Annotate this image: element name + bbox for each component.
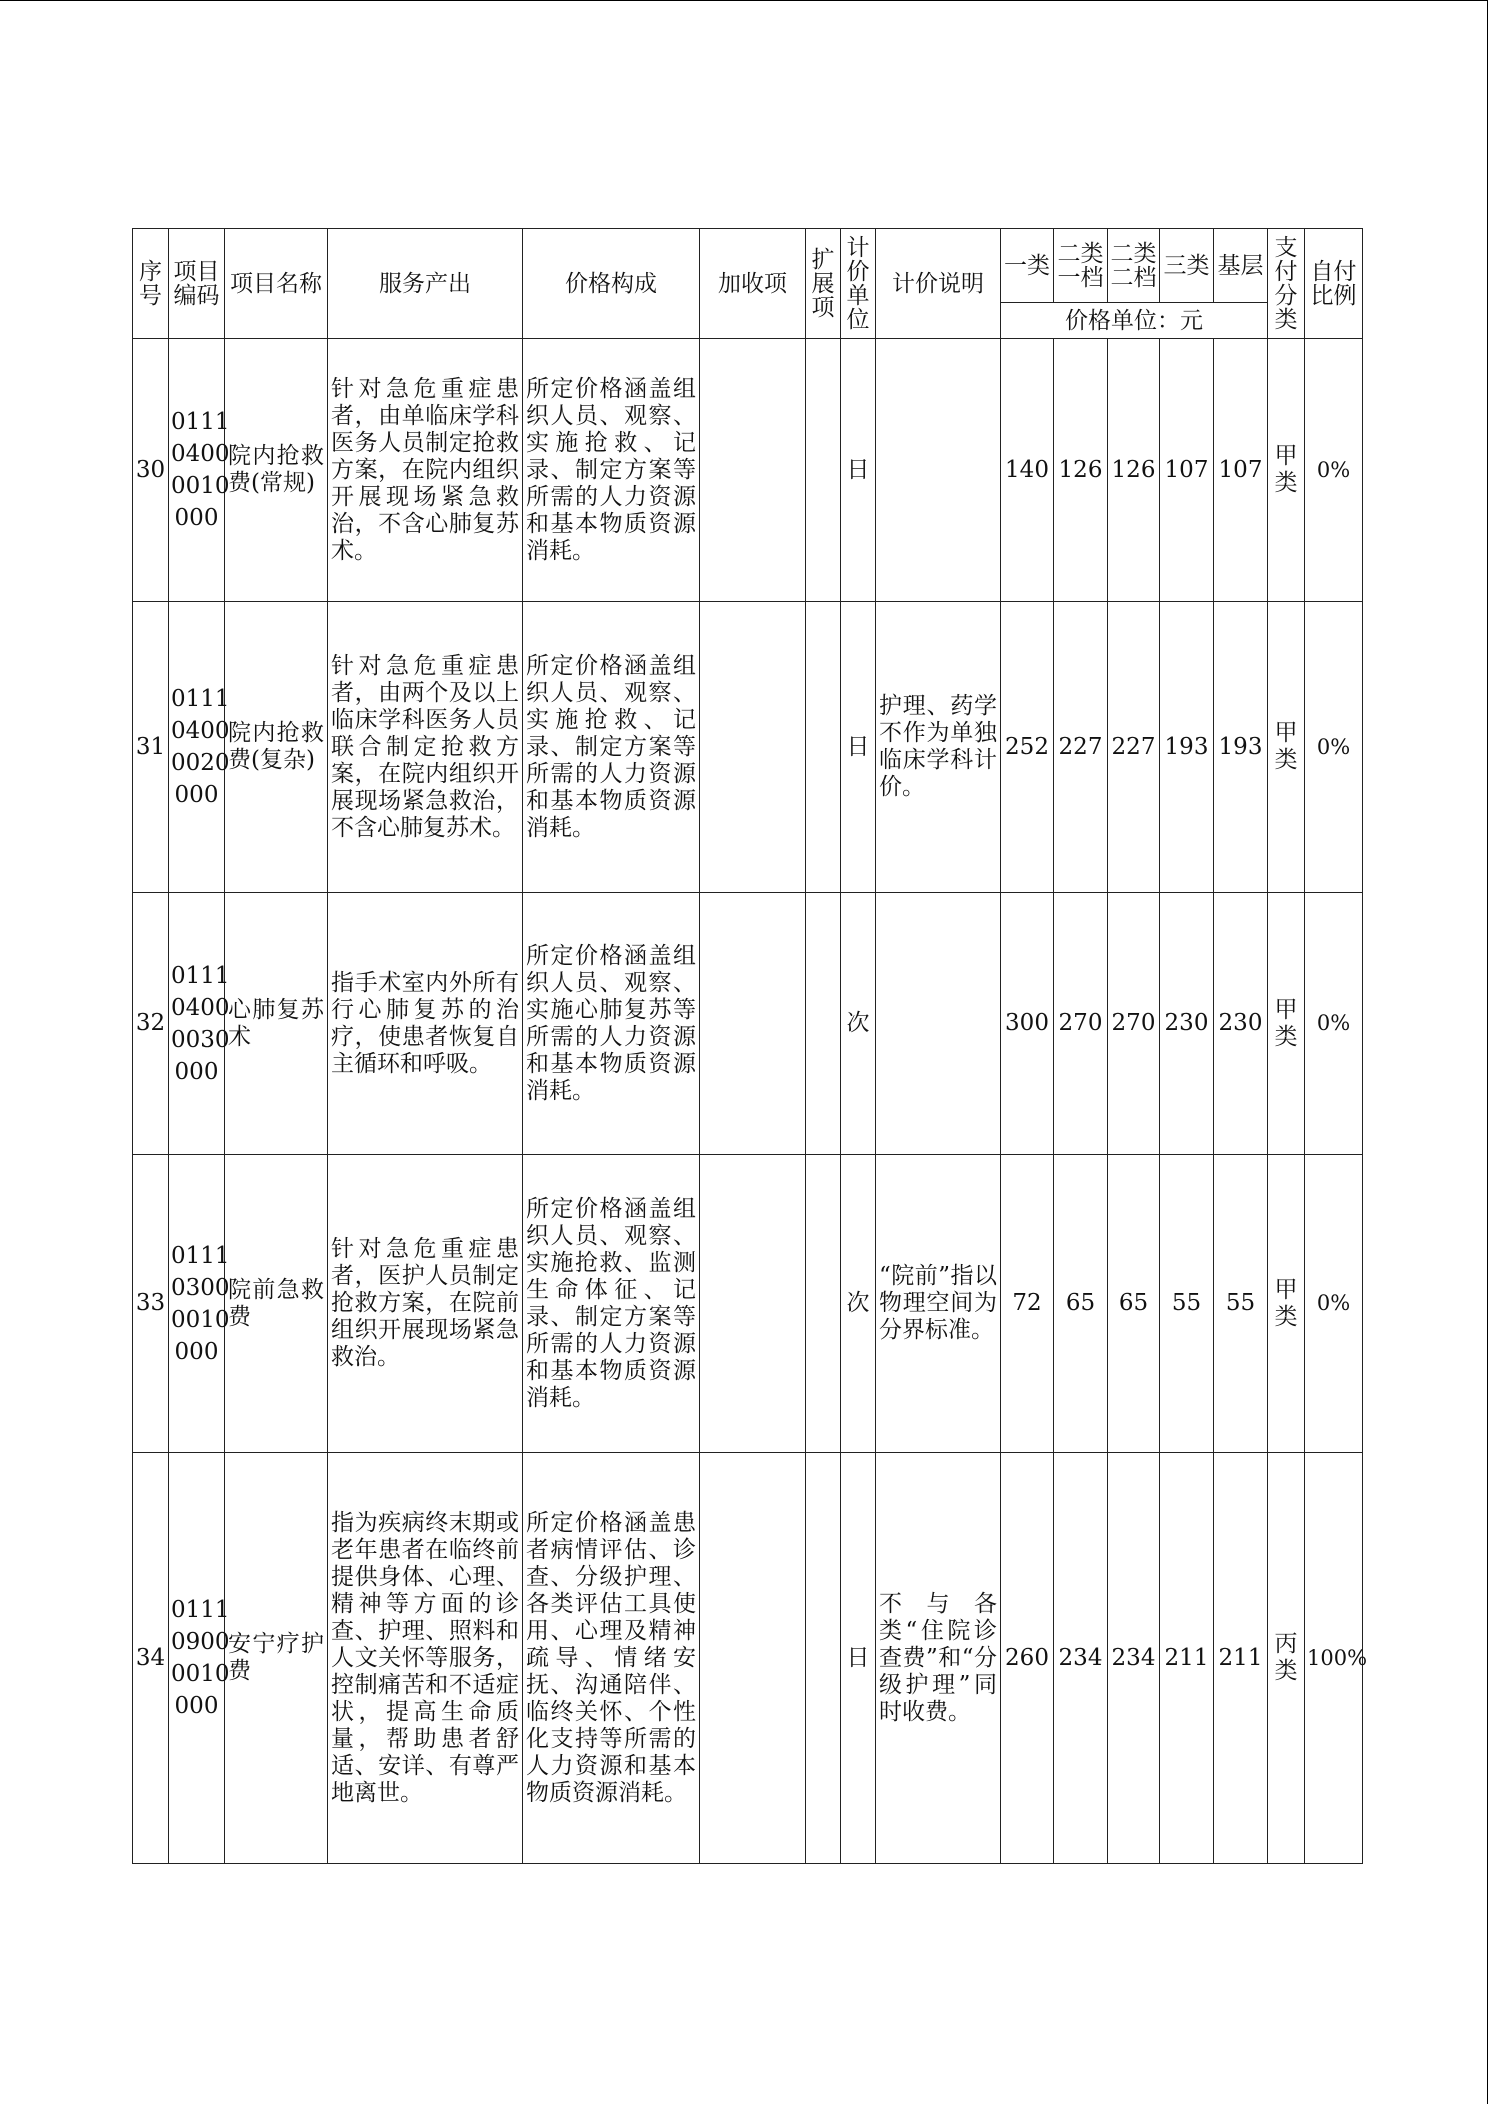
cell-payment: 甲类 (1268, 1155, 1305, 1453)
cell-price-tier1: 300 (1001, 893, 1054, 1155)
cell-code: 0111 0400 0020 000 (169, 602, 225, 893)
header-tier2a: 二类一档 (1054, 229, 1108, 303)
cell-price-tier2a: 126 (1054, 339, 1108, 602)
table-row (133, 602, 1363, 893)
cell-composition: 所定价格涵盖组织人员、观察、实施心肺复苏等所需的人力资源和基本物质资源消耗。 (523, 893, 700, 1155)
cell-note: 护理、药学不作为单独临床学科计价。 (876, 602, 1001, 893)
cell-price-tier3: 193 (1160, 602, 1214, 893)
cell-extension (806, 1453, 841, 1864)
cell-price-grassroots: 193 (1214, 602, 1268, 893)
cell-seq: 33 (133, 1155, 169, 1453)
cell-output: 针对急危重症患者，由两个及以上临床学科医务人员联合制定抢救方案，在院内组织开展现场紧急救治，不含心肺复苏术。 (328, 602, 523, 893)
cell-composition: 所定价格涵盖组织人员、观察、实施抢救、记录、制定方案等所需的人力资源和基本物质资源消耗。 (523, 339, 700, 602)
header-tier1: 一类 (1001, 229, 1054, 303)
cell-composition: 所定价格涵盖组织人员、观察、实施抢救、监测生命体征、记录、制定方案等所需的人力资源和基本物质资源消耗。 (523, 1155, 700, 1453)
cell-self-pay: 0% (1305, 602, 1363, 893)
cell-extension (806, 339, 841, 602)
cell-price-tier2b: 270 (1108, 893, 1160, 1155)
cell-seq: 32 (133, 893, 169, 1155)
cell-self-pay: 100% (1305, 1453, 1363, 1864)
cell-price-grassroots: 55 (1214, 1155, 1268, 1453)
header-tier2b: 二类二档 (1108, 229, 1160, 303)
cell-payment: 甲类 (1268, 602, 1305, 893)
header-output: 服务产出 (328, 229, 523, 339)
header-surcharge: 加收项 (700, 229, 806, 339)
cell-note (876, 893, 1001, 1155)
cell-surcharge (700, 1453, 806, 1864)
cell-price-tier3: 107 (1160, 339, 1214, 602)
cell-output: 指为疾病终末期或老年患者在临终前提供身体、心理、精神等方面的诊查、护理、照料和人文关怀等服务，控制痛苦和不适症状，提高生命质量，帮助患者舒适、安详、有尊严地离世。 (328, 1453, 523, 1864)
cell-price-tier2b: 234 (1108, 1453, 1160, 1864)
header-extension: 扩展项 (806, 229, 841, 339)
cell-price-grassroots: 107 (1214, 339, 1268, 602)
cell-code: 0111 0900 0010 000 (169, 1453, 225, 1864)
header-seq: 序号 (133, 229, 169, 339)
cell-composition: 所定价格涵盖患者病情评估、诊查、分级护理、各类评估工具使用、心理及精神疏导、情绪安抚、沟通陪伴、临终关怀、个性化支持等所需的人力资源和基本物质资源消耗。 (523, 1453, 700, 1864)
cell-price-tier2a: 227 (1054, 602, 1108, 893)
cell-unit: 日 (841, 339, 876, 602)
cell-name: 安宁疗护费 (225, 1453, 328, 1864)
cell-surcharge (700, 1155, 806, 1453)
cell-unit: 日 (841, 1453, 876, 1864)
cell-price-tier3: 211 (1160, 1453, 1214, 1864)
cell-price-tier3: 230 (1160, 893, 1214, 1155)
header-note: 计价说明 (876, 229, 1001, 339)
cell-price-tier2a: 234 (1054, 1453, 1108, 1864)
header-self-pay: 自付比例 (1305, 229, 1363, 339)
header-unit: 计价单位 (841, 229, 876, 339)
cell-code: 0111 0300 0010 000 (169, 1155, 225, 1453)
cell-seq: 31 (133, 602, 169, 893)
cell-price-grassroots: 230 (1214, 893, 1268, 1155)
cell-extension (806, 1155, 841, 1453)
cell-payment: 甲类 (1268, 893, 1305, 1155)
cell-price-tier3: 55 (1160, 1155, 1214, 1453)
cell-composition: 所定价格涵盖组织人员、观察、实施抢救、记录、制定方案等所需的人力资源和基本物质资源消耗。 (523, 602, 700, 893)
cell-payment: 甲类 (1268, 339, 1305, 602)
cell-price-tier2b: 227 (1108, 602, 1160, 893)
header-grassroots: 基层 (1214, 229, 1268, 303)
cell-extension (806, 602, 841, 893)
cell-payment: 丙类 (1268, 1453, 1305, 1864)
cell-price-tier1: 72 (1001, 1155, 1054, 1453)
cell-self-pay: 0% (1305, 1155, 1363, 1453)
table-row (133, 1155, 1363, 1453)
cell-name: 院前急救费 (225, 1155, 328, 1453)
table-row (133, 893, 1363, 1155)
cell-output: 针对急危重症患者，由单临床学科医务人员制定抢救方案，在院内组织开展现场紧急救治，不含心肺复苏术。 (328, 339, 523, 602)
header-tier3: 三类 (1160, 229, 1214, 303)
cell-note (876, 339, 1001, 602)
header-payment: 支付分类 (1268, 229, 1305, 339)
cell-unit: 日 (841, 602, 876, 893)
cell-code: 0111 0400 0030 000 (169, 893, 225, 1155)
cell-price-grassroots: 211 (1214, 1453, 1268, 1864)
header-name: 项目名称 (225, 229, 328, 339)
header-code: 项目编码 (169, 229, 225, 339)
cell-surcharge (700, 339, 806, 602)
page-top-edge (0, 0, 1488, 1)
cell-seq: 30 (133, 339, 169, 602)
cell-price-tier1: 140 (1001, 339, 1054, 602)
cell-price-tier2a: 65 (1054, 1155, 1108, 1453)
cell-extension (806, 893, 841, 1155)
header-composition: 价格构成 (523, 229, 700, 339)
cell-self-pay: 0% (1305, 339, 1363, 602)
cell-self-pay: 0% (1305, 893, 1363, 1155)
cell-name: 心肺复苏术 (225, 893, 328, 1155)
cell-code: 0111 0400 0010 000 (169, 339, 225, 602)
cell-unit: 次 (841, 1155, 876, 1453)
cell-name: 院内抢救费(常规) (225, 339, 328, 602)
cell-note: “院前”指以物理空间为分界标准。 (876, 1155, 1001, 1453)
table-body (133, 339, 1368, 1864)
cell-output: 针对急危重症患者，医护人员制定抢救方案，在院前组织开展现场紧急救治。 (328, 1155, 523, 1453)
cell-unit: 次 (841, 893, 876, 1155)
cell-price-tier1: 252 (1001, 602, 1054, 893)
header-price-unit: 价格单位：元 (1001, 303, 1268, 339)
cell-output: 指手术室内外所有行心肺复苏的治疗，使患者恢复自主循环和呼吸。 (328, 893, 523, 1155)
table-row (133, 339, 1363, 602)
price-table (132, 228, 1368, 1864)
cell-price-tier2b: 126 (1108, 339, 1160, 602)
table-row (133, 1453, 1363, 1864)
cell-price-tier1: 260 (1001, 1453, 1054, 1864)
cell-surcharge (700, 602, 806, 893)
cell-surcharge (700, 893, 806, 1155)
cell-price-tier2a: 270 (1054, 893, 1108, 1155)
cell-price-tier2b: 65 (1108, 1155, 1160, 1453)
cell-seq: 34 (133, 1453, 169, 1864)
cell-note: 不与各类“住院诊查费”和“分级护理”同时收费。 (876, 1453, 1001, 1864)
cell-name: 院内抢救费(复杂) (225, 602, 328, 893)
